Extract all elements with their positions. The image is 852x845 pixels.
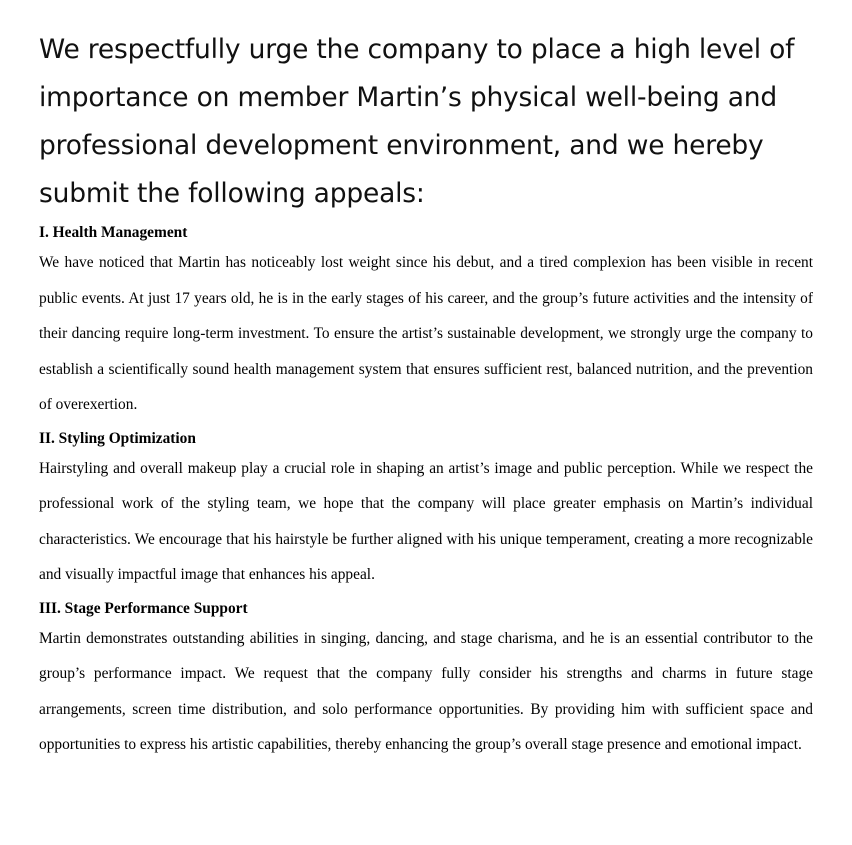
intro-paragraph: We respectfully urge the company to place a high level of importance on member Martin’s physical well-being and professional development environment, and we hereby submit the following appeals: [39, 34, 795, 209]
section-paragraph: Martin demonstrates outstanding abilities in singing, dancing, and stage charisma, and he is an essential contributor to the group’s performance impact. We request that the company fully consider his strengths and charms in future stage arrangements, screen time distribution, and solo performance opportunities. By providing him with sufficient space and opportunities to express his artistic capabilities, thereby enhancing the group’s overall stage presence and emotional impact. [39, 629, 813, 753]
section-stage-performance-support [39, 597, 813, 763]
section-paragraph: Hairstyling and overall makeup play a crucial role in shaping an artist’s image and public perception. While we respect the professional work of the styling team, we hope that the company will place greater emphasis on Martin’s individual characteristics. We encourage that his hairstyle be further aligned with his unique temperament, creating a more recognizable and visually impactful image that enhances his appeal. [39, 459, 813, 583]
section-paragraph: We have noticed that Martin has noticeably lost weight since his debut, and a tired complexion has been visible in recent public events. At just 17 years old, he is in the early stages of his career, and the group’s future activities and the intensity of their dancing require long-term investment. To ensure the artist’s sustainable development, we strongly urge the company to establish a scientifically sound health management system that ensures sufficient rest, balanced nutrition, and the prevention of overexertion. [39, 254, 813, 413]
section-health-management [39, 221, 813, 423]
section-heading: II. Styling Optimization [39, 429, 196, 447]
appeals-body [39, 221, 813, 763]
section-styling-optimization [39, 427, 813, 593]
section-heading: III. Stage Performance Support [39, 599, 248, 617]
section-heading: I. Health Management [39, 224, 188, 241]
